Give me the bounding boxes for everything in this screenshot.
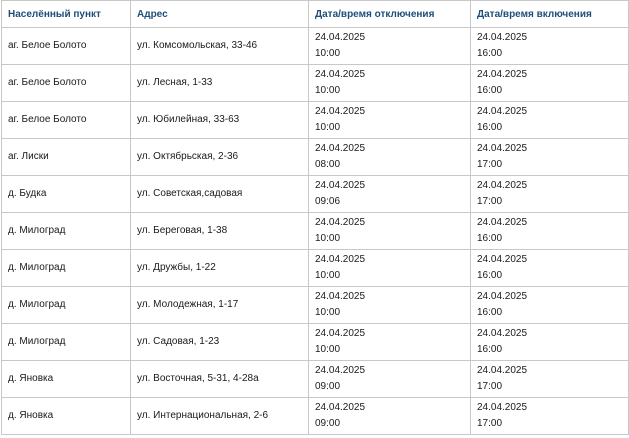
- outage-end-date: 24.04.2025: [477, 143, 528, 154]
- outage-start-cell: [309, 287, 471, 324]
- outage-end-time: 17:00: [477, 381, 503, 392]
- outage-start-cell: [309, 65, 471, 102]
- address-cell: [131, 213, 309, 250]
- settlement-cell: [2, 139, 131, 176]
- address-text: ул. Юбилейная, 33-63: [137, 114, 240, 125]
- settlement-cell: [2, 324, 131, 361]
- settlement-text: аг. Белое Болото: [8, 40, 87, 51]
- outage-start-date: 24.04.2025: [315, 143, 366, 154]
- outage-start-date: 24.04.2025: [315, 69, 366, 80]
- address-text: ул. Восточная, 5-31, 4-28а: [137, 373, 259, 384]
- table-header-row: [2, 1, 629, 28]
- settlement-text: д. Милоград: [8, 336, 66, 347]
- address-text: ул. Советская,садовая: [137, 188, 243, 199]
- settlement-text: д. Яновка: [8, 373, 54, 384]
- table-row: [2, 139, 629, 176]
- outage-end-date: 24.04.2025: [477, 69, 528, 80]
- address-text: ул. Береговая, 1-38: [137, 225, 228, 236]
- outage-start-cell: [309, 361, 471, 398]
- address-cell: [131, 398, 309, 435]
- address-cell: [131, 324, 309, 361]
- table-row: [2, 65, 629, 102]
- outage-end-cell: [471, 324, 629, 361]
- outage-end-cell: [471, 65, 629, 102]
- outage-end-date: 24.04.2025: [477, 328, 528, 339]
- outage-end-date: 24.04.2025: [477, 291, 528, 302]
- address-text: ул. Октябрьская, 2-36: [137, 151, 239, 162]
- table-row: [2, 213, 629, 250]
- table-row: [2, 361, 629, 398]
- header-address: Адрес: [131, 1, 309, 28]
- header-outage-end: Дата/время включения: [471, 1, 629, 28]
- outage-end-date: 24.04.2025: [477, 217, 528, 228]
- address-cell: [131, 139, 309, 176]
- address-text: ул. Дружбы, 1-22: [137, 262, 216, 273]
- outage-end-cell: [471, 250, 629, 287]
- outage-start-date: 24.04.2025: [315, 365, 366, 376]
- table-row: [2, 398, 629, 435]
- outage-end-cell: [471, 176, 629, 213]
- settlement-text: д. Будка: [8, 188, 47, 199]
- outage-start-cell: [309, 398, 471, 435]
- address-cell: [131, 287, 309, 324]
- outage-end-cell: [471, 28, 629, 65]
- table-row: [2, 102, 629, 139]
- settlement-text: д. Милоград: [8, 299, 66, 310]
- settlement-cell: [2, 398, 131, 435]
- outage-start-cell: [309, 250, 471, 287]
- outage-start-cell: [309, 324, 471, 361]
- outage-end-cell: [471, 287, 629, 324]
- outage-start-time: 10:00: [315, 270, 341, 281]
- table-row: [2, 176, 629, 213]
- outage-start-time: 10:00: [315, 85, 341, 96]
- outage-start-cell: [309, 139, 471, 176]
- header-settlement: Населённый пункт: [2, 1, 131, 28]
- outage-start-time: 10:00: [315, 344, 341, 355]
- address-cell: [131, 65, 309, 102]
- outage-start-cell: [309, 176, 471, 213]
- address-cell: [131, 361, 309, 398]
- address-text: ул. Лесная, 1-33: [137, 77, 213, 88]
- outage-end-time: 16:00: [477, 122, 503, 133]
- outage-end-date: 24.04.2025: [477, 106, 528, 117]
- outage-start-time: 10:00: [315, 307, 341, 318]
- outage-start-time: 10:00: [315, 122, 341, 133]
- outage-start-date: 24.04.2025: [315, 402, 366, 413]
- settlement-text: д. Милоград: [8, 225, 66, 236]
- settlement-text: аг. Белое Болото: [8, 77, 87, 88]
- outage-end-time: 16:00: [477, 270, 503, 281]
- address-text: ул. Садовая, 1-23: [137, 336, 220, 347]
- settlement-cell: [2, 28, 131, 65]
- outage-end-date: 24.04.2025: [477, 32, 528, 43]
- outage-start-date: 24.04.2025: [315, 328, 366, 339]
- outage-end-cell: [471, 213, 629, 250]
- outage-start-time: 10:00: [315, 48, 341, 59]
- address-cell: [131, 102, 309, 139]
- outage-start-cell: [309, 213, 471, 250]
- outage-end-cell: [471, 102, 629, 139]
- outage-end-time: 16:00: [477, 48, 503, 59]
- outage-start-cell: [309, 102, 471, 139]
- address-cell: [131, 250, 309, 287]
- outage-end-date: 24.04.2025: [477, 254, 528, 265]
- outage-start-time: 09:00: [315, 381, 341, 392]
- outage-start-date: 24.04.2025: [315, 32, 366, 43]
- settlement-cell: [2, 287, 131, 324]
- outage-start-time: 09:00: [315, 418, 341, 429]
- settlement-text: аг. Белое Болото: [8, 114, 87, 125]
- settlement-text: д. Яновка: [8, 410, 54, 421]
- outage-end-time: 16:00: [477, 307, 503, 318]
- outage-schedule-table: [1, 0, 629, 435]
- outage-start-time: 10:00: [315, 233, 341, 244]
- table-row: [2, 28, 629, 65]
- outage-end-time: 16:00: [477, 85, 503, 96]
- settlement-text: аг. Лиски: [8, 151, 49, 162]
- address-cell: [131, 28, 309, 65]
- outage-start-date: 24.04.2025: [315, 291, 366, 302]
- settlement-text: д. Милоград: [8, 262, 66, 273]
- outage-start-date: 24.04.2025: [315, 180, 366, 191]
- settlement-cell: [2, 65, 131, 102]
- outage-end-cell: [471, 361, 629, 398]
- settlement-cell: [2, 250, 131, 287]
- table-row: [2, 324, 629, 361]
- address-cell: [131, 176, 309, 213]
- outage-start-date: 24.04.2025: [315, 217, 366, 228]
- outage-end-time: 17:00: [477, 418, 503, 429]
- settlement-cell: [2, 213, 131, 250]
- outage-start-cell: [309, 28, 471, 65]
- address-text: ул. Комсомольская, 33-46: [137, 40, 258, 51]
- address-text: ул. Молодежная, 1-17: [137, 299, 239, 310]
- outage-start-time: 08:00: [315, 159, 341, 170]
- outage-start-date: 24.04.2025: [315, 106, 366, 117]
- outage-end-time: 17:00: [477, 159, 503, 170]
- outage-start-date: 24.04.2025: [315, 254, 366, 265]
- settlement-cell: [2, 176, 131, 213]
- outage-end-date: 24.04.2025: [477, 402, 528, 413]
- settlement-cell: [2, 102, 131, 139]
- outage-end-time: 16:00: [477, 233, 503, 244]
- address-text: ул. Интернациональная, 2-6: [137, 410, 269, 421]
- outage-end-date: 24.04.2025: [477, 180, 528, 191]
- outage-end-cell: [471, 398, 629, 435]
- outage-end-date: 24.04.2025: [477, 365, 528, 376]
- header-outage-start: Дата/время отключения: [309, 1, 471, 28]
- outage-end-time: 17:00: [477, 196, 503, 207]
- outage-end-cell: [471, 139, 629, 176]
- settlement-cell: [2, 361, 131, 398]
- table-row: [2, 250, 629, 287]
- table-row: [2, 287, 629, 324]
- outage-start-time: 09:06: [315, 196, 341, 207]
- outage-end-time: 16:00: [477, 344, 503, 355]
